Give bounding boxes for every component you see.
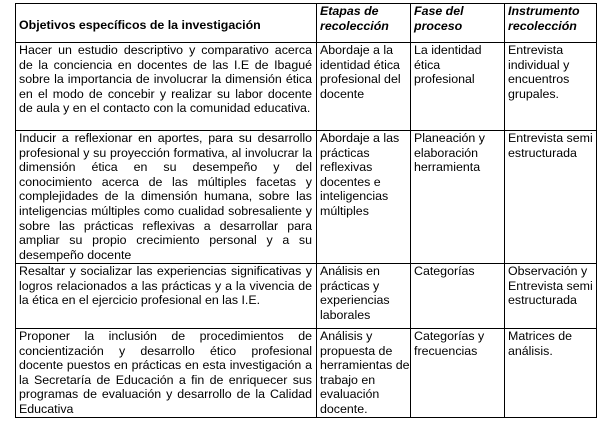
cell-etapa: Abordaje a la identidad ética profesional del docente (317, 43, 411, 131)
header-objetivos: Objetivos específicos de la investigación (16, 4, 317, 43)
objectives-table (15, 3, 597, 418)
objectives-table-container (15, 3, 597, 418)
cell-etapa: Análisis y propuesta de herramientas de trabajo en evaluación docente. (317, 329, 411, 418)
cell-instrumento: Observación y Entrevista semiestructurada (505, 264, 597, 329)
cell-instrumento: Matrices de análisis. (505, 329, 597, 418)
cell-instrumento: Entrevista semiestructurada (505, 131, 597, 264)
table-row (16, 43, 597, 131)
cell-objetivo: Proponer la inclusión de procedimientos de concientización y desarrollo ético profesional docente puestos en prácticas en esta investigación a la Secretaría de Educación a fin de enriquecer sus programas de evaluación y desarrollo de la Calidad Educativa (16, 329, 317, 418)
cell-etapa: Abordaje a las prácticas reflexivas docentes e inteligencias múltiples (317, 131, 411, 264)
table-header-row (16, 4, 597, 43)
header-etapas: Etapas de recolección (317, 4, 411, 43)
cell-fase: Categorías (411, 264, 505, 329)
cell-objetivo: Hacer un estudio descriptivo y comparativo acerca de la conciencia en docentes de las I.E de Ibagué sobre la importancia de involucrar la dimensión ética en el modo de concebir y realizar su labor docente de aula y en el contacto con la comunidad educativa. (16, 43, 317, 131)
header-fase: Fase del proceso (411, 4, 505, 43)
cell-objetivo: Resaltar y socializar las experiencias significativas y logros relacionados a las prácticas y a la vivencia de la ética en el ejercicio profesional en las I.E. (16, 264, 317, 329)
cell-instrumento: Entrevista individual y encuentros grupales. (505, 43, 597, 131)
cell-etapa: Análisis en prácticas y experiencias laborales (317, 264, 411, 329)
cell-fase: La identidad ética profesional (411, 43, 505, 131)
cell-fase: Categorías y frecuencias (411, 329, 505, 418)
table-row (16, 131, 597, 264)
table-row (16, 329, 597, 418)
header-instrumento: Instrumento recolección (505, 4, 597, 43)
table-row (16, 264, 597, 329)
cell-objetivo: Inducir a reflexionar en aportes, para su desarrollo profesional y su proyección formativa, al involucrar la dimensión ética en su desempeño y del conocimiento acerca de las múltiples facetas y complejidades de la dimensión humana, sobre las inteligencias múltiples como cualidad sobresaliente y sobre las prácticas reflexivas a desarrollar para ampliar su propio crecimiento personal y a su desempeño docente (16, 131, 317, 264)
cell-fase: Planeación y elaboración herramienta (411, 131, 505, 264)
